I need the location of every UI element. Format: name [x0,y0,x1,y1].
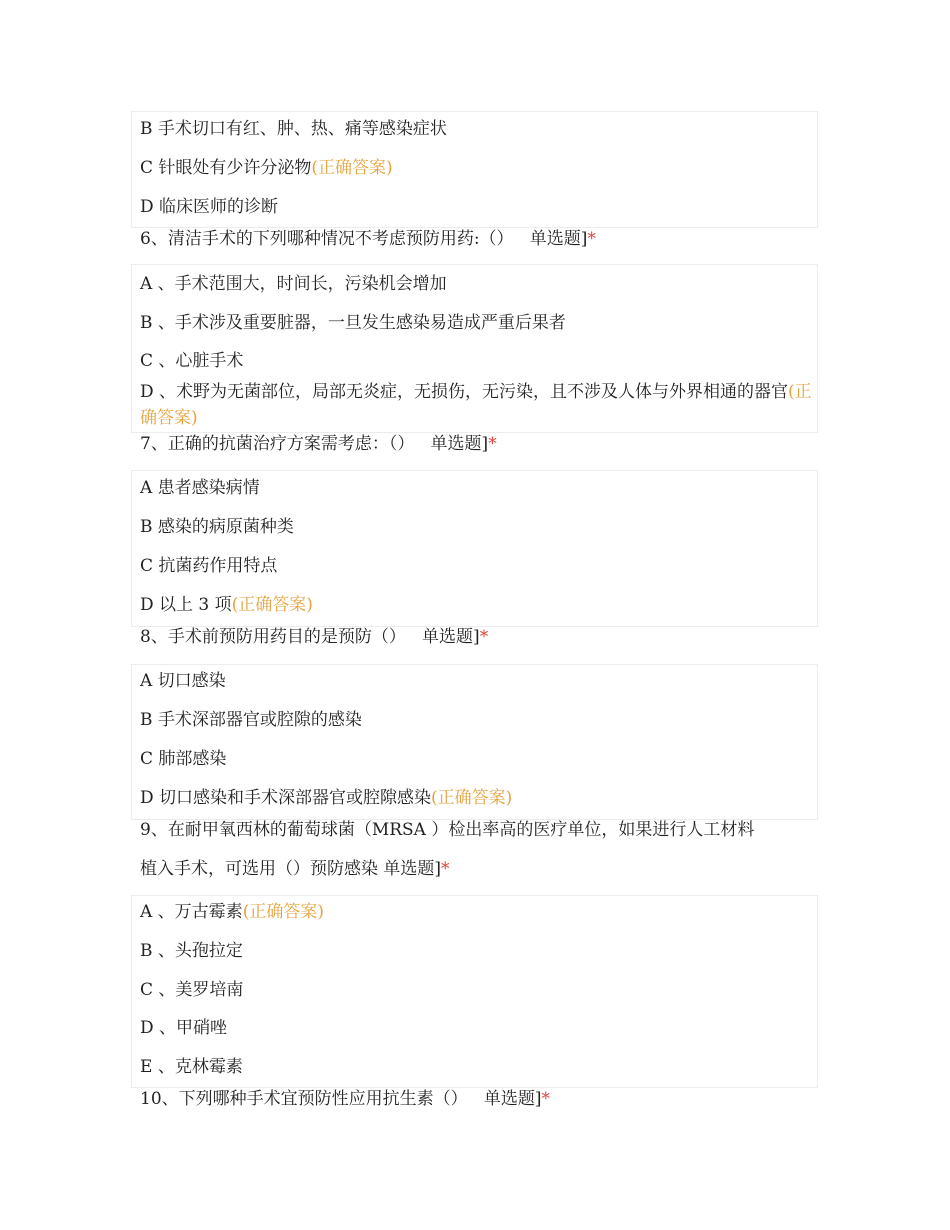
option-text: E 、克林霉素 [140,1057,243,1077]
option-text: C 、心脏手术 [140,351,244,371]
option-text: B 手术切口有红、肿、热、痛等感染症状 [140,119,447,139]
required-star: * [488,434,497,454]
question-type: 单选题] [529,229,588,249]
option-text: A 切口感染 [140,671,226,691]
required-star: * [479,627,489,647]
question-type: 单选题] [430,434,489,454]
q7-option-a[interactable] [140,477,260,499]
option-text: C 肺部感染 [140,749,227,769]
correct-answer-tag: (正确答案) [311,158,393,178]
q7-option-d[interactable] [140,594,313,616]
option-text: D 临床医师的诊断 [140,197,279,217]
option-text: D 、术野为无菌部位，局部无炎症，无损伤，无污染，且不涉及人体与外界相通的器官 [140,382,789,402]
q9-title-line2 [140,858,450,880]
correct-answer-tag: (正确答案) [431,788,513,808]
q6-title [140,228,596,250]
option-text: C 针眼处有少许分泌物 [140,158,312,178]
option-text: B 、手术涉及重要脏器，一旦发生感染易造成严重后果者 [140,313,566,333]
option-text: D 以上 3 项 [140,595,232,615]
question-text: 10、下列哪种手术宜预防性应用抗生素（） [140,1089,468,1109]
question-type: 单选题] [483,1089,542,1109]
q9-option-c[interactable] [140,979,243,1001]
question-text: 植入手术，可选用（）预防感染 [140,859,378,879]
option-text: B 、头孢拉定 [140,941,243,961]
q9-option-d[interactable] [140,1017,227,1039]
q7-option-b[interactable] [140,516,294,538]
question-type: 单选题] [383,859,442,879]
q6-option-b[interactable] [140,312,566,334]
required-star: * [587,229,596,249]
option-text: C 抗菌药作用特点 [140,556,278,576]
option-text: A 患者感染病情 [140,478,260,498]
q7-title [140,433,497,455]
q9-option-e[interactable] [140,1056,243,1078]
correct-answer-tag: (正确答案) [242,902,324,922]
question-type: 单选题] [422,627,480,647]
option-text: C 、美罗培南 [140,980,244,1000]
correct-answer-tag: (正确答案) [231,595,313,615]
required-star: * [441,859,450,879]
q9-option-a[interactable] [140,901,324,923]
option-text: B 感染的病原菌种类 [140,517,294,537]
correct-answer-tag: (正确答案) [140,382,812,428]
q5-option-b[interactable] [140,118,447,140]
required-star: * [541,1089,550,1109]
q7-option-c[interactable] [140,555,277,577]
question-text: 6、清洁手术的下列哪种情况不考虑预防用药:（） [140,229,514,249]
q6-option-a[interactable] [140,273,447,295]
q8-option-c[interactable] [140,748,226,770]
q8-option-b[interactable] [140,709,362,731]
option-text: A 、手术范围大，时间长，污染机会增加 [140,274,447,294]
question-text: 9、在耐甲氧西林的葡萄球菌（MRSA ）检出率高的医疗单位，如果进行人工材料 [140,820,755,840]
option-text: D 、甲硝唑 [140,1018,228,1038]
q9-option-b[interactable] [140,940,243,962]
q5-option-c[interactable] [140,157,393,179]
option-text: B 手术深部器官或腔隙的感染 [140,710,362,730]
question-text: 8、手术前预防用药目的是预防（） [140,627,406,647]
q5-option-d[interactable] [140,196,278,218]
q8-option-a[interactable] [140,670,226,692]
question-text: 7、正确的抗菌治疗方案需考虑：（） [140,434,415,454]
q8-option-d[interactable] [140,787,512,809]
q10-title [140,1088,550,1110]
option-text: A 、万古霉素 [140,902,243,922]
q6-option-c[interactable] [140,350,243,372]
q8-title [140,626,488,648]
option-text: D 切口感染和手术深部器官或腔隙感染 [140,788,432,808]
q6-option-d[interactable] [140,379,812,431]
q9-title-line1 [140,819,754,841]
